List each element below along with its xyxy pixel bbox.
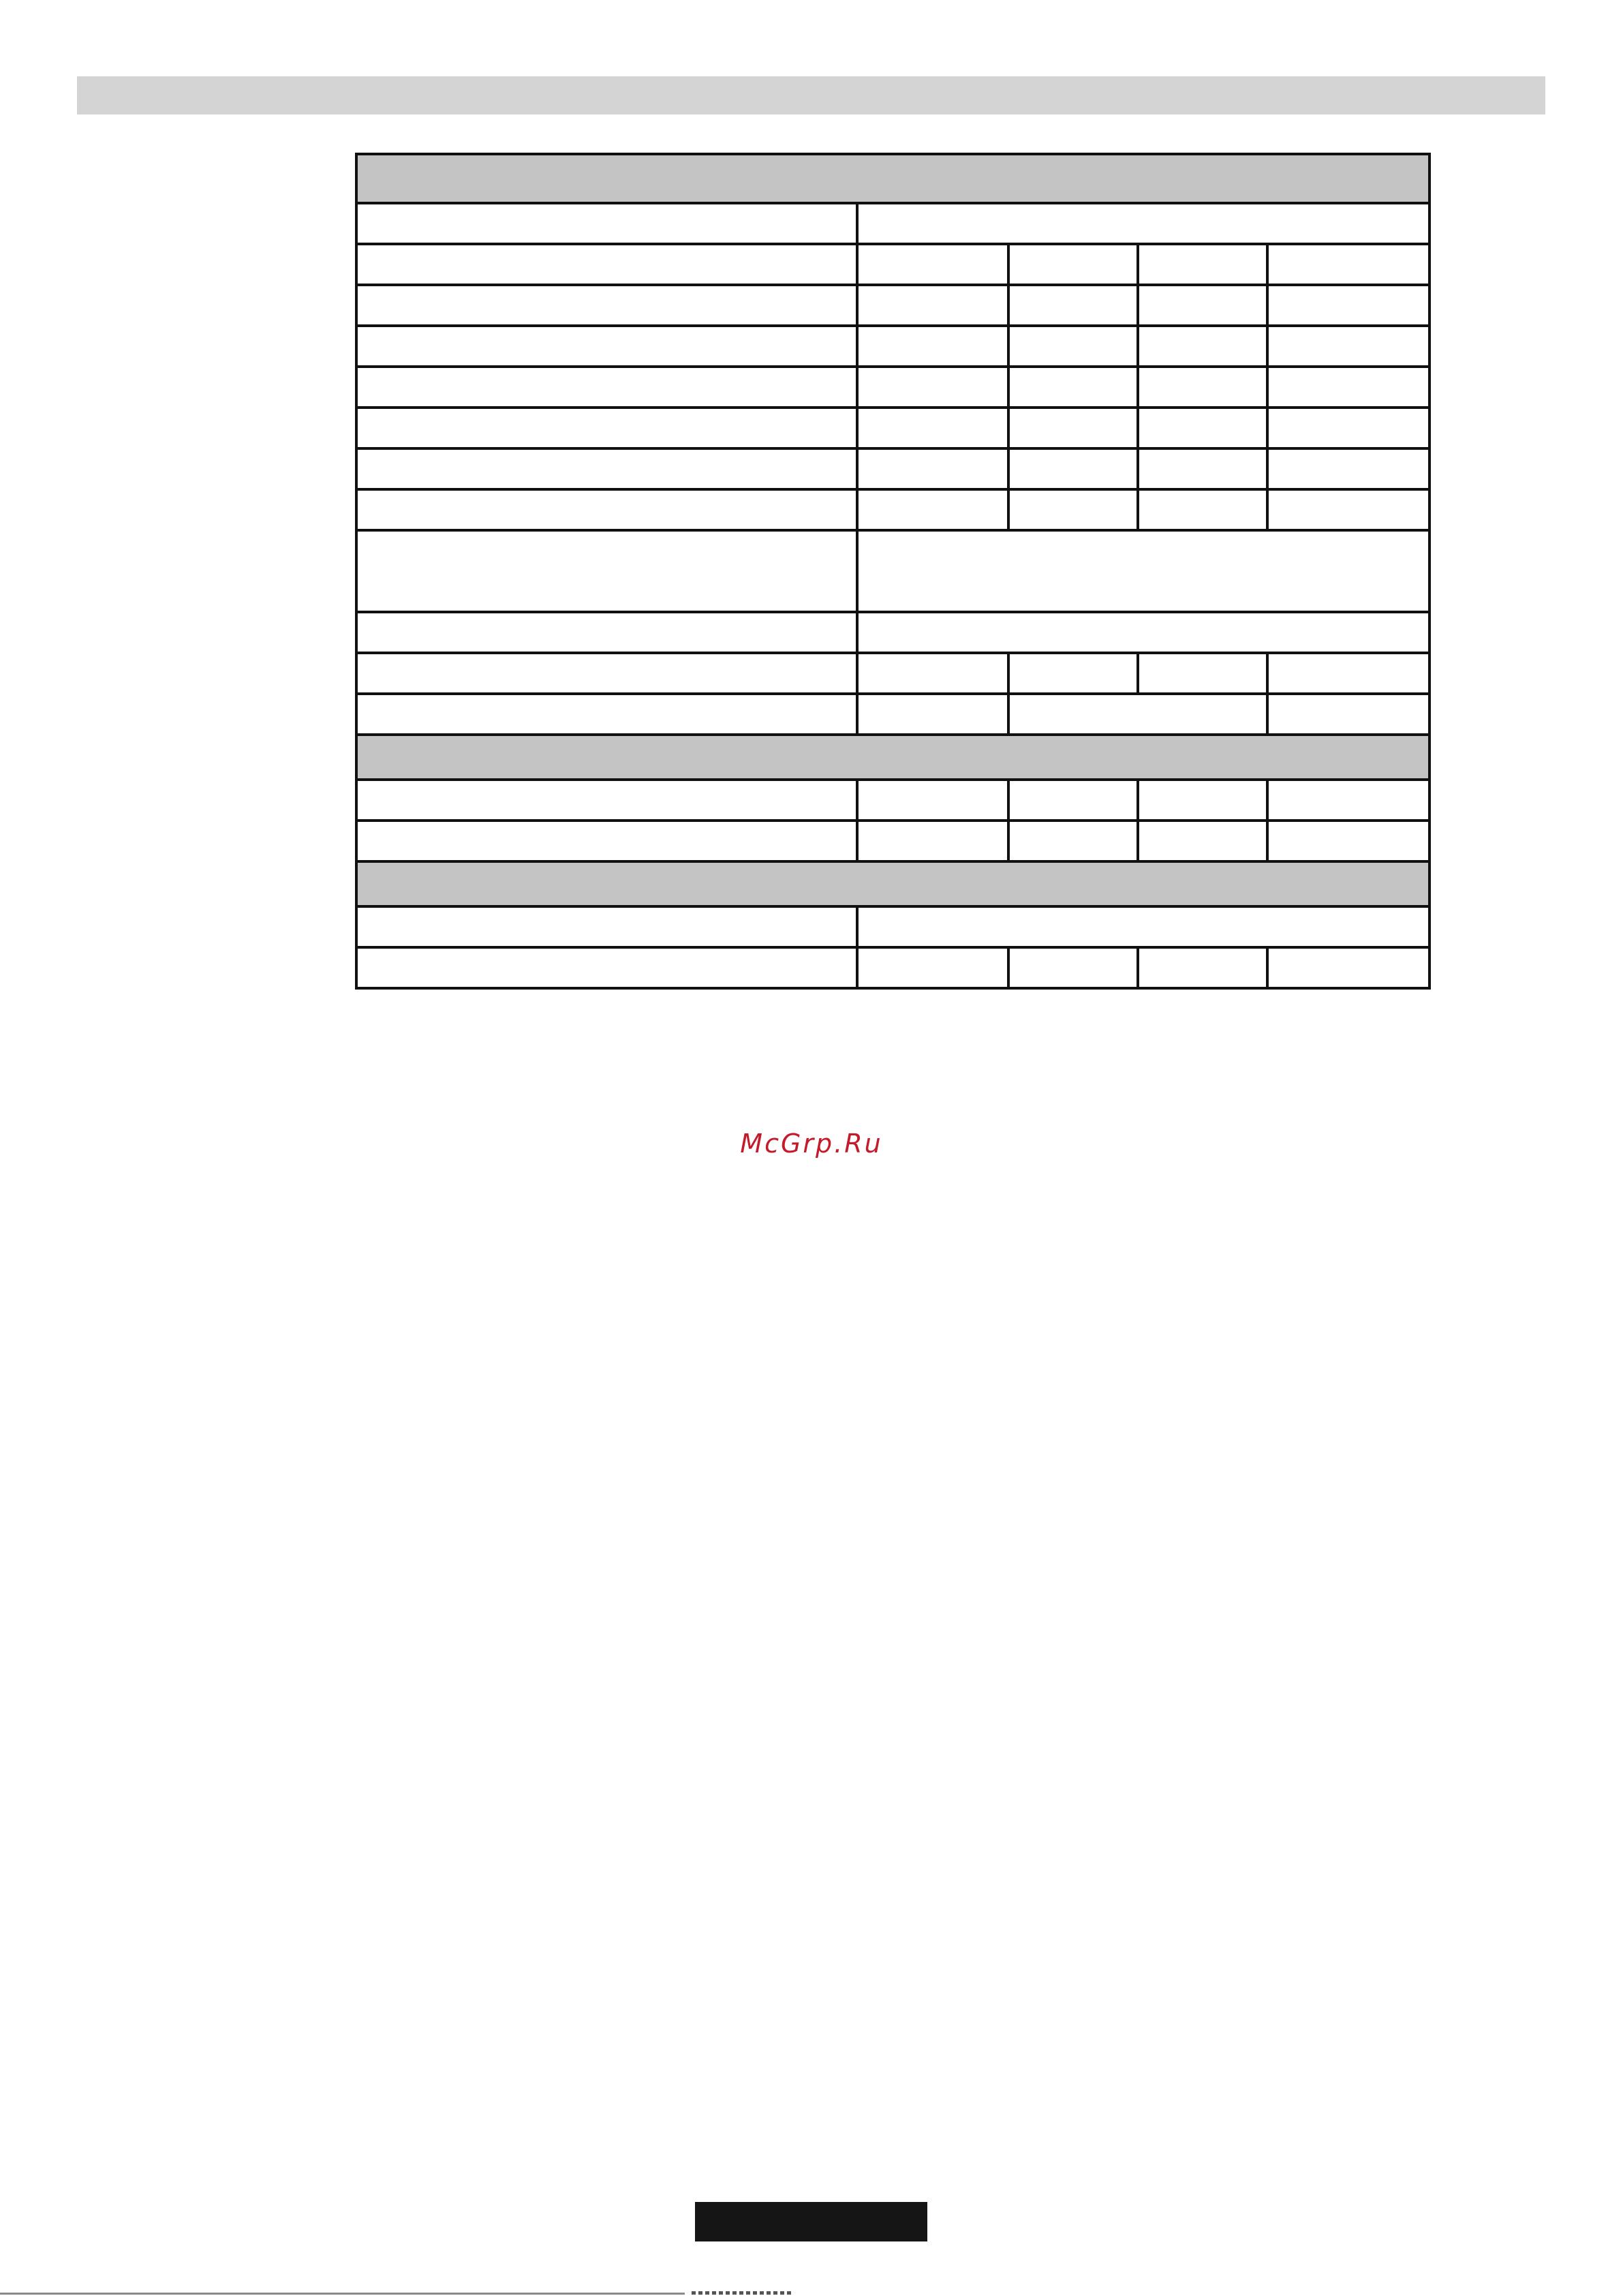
header-bar: [77, 76, 1545, 114]
value-cell: [1008, 448, 1138, 489]
value-cell: [1138, 780, 1267, 821]
row-label-cell: [356, 408, 857, 448]
section-header-cell: [356, 861, 1429, 906]
table-row: [356, 285, 1429, 326]
value-cell: [1267, 653, 1429, 694]
table-row: [356, 653, 1429, 694]
section-header-row: [356, 154, 1429, 203]
row-label-cell: [356, 244, 857, 285]
value-cell: [1138, 408, 1267, 448]
bottom-rule: [0, 2293, 685, 2295]
value-cell: [1008, 408, 1138, 448]
value-cell: [1138, 244, 1267, 285]
table-row: [356, 203, 1429, 244]
row-label-cell: [356, 653, 857, 694]
value-cell: [1267, 694, 1429, 735]
value-cell: [1008, 326, 1138, 367]
row-value-cell: [857, 530, 1429, 612]
row-label-cell: [356, 448, 857, 489]
table-row: [356, 612, 1429, 653]
value-cell: [1008, 489, 1138, 530]
value-cell: [857, 326, 1008, 367]
section-header-cell: [356, 735, 1429, 780]
table-row: [356, 780, 1429, 821]
row-label-cell: [356, 326, 857, 367]
row-value-cell: [857, 906, 1429, 947]
row-value-cell: [857, 203, 1429, 244]
row-label-cell: [356, 489, 857, 530]
row-label-cell: [356, 947, 857, 988]
value-cell: [1008, 367, 1138, 408]
bottom-registration-mark: [692, 2291, 794, 2295]
spec-table: [355, 153, 1431, 990]
value-cell: [857, 367, 1008, 408]
value-cell: [1267, 947, 1429, 988]
row-label-cell: [356, 780, 857, 821]
value-cell: [1008, 780, 1138, 821]
value-cell: [1008, 947, 1138, 988]
value-cell: [1138, 448, 1267, 489]
value-cell: [1008, 244, 1138, 285]
table-row: [356, 906, 1429, 947]
table-row: [356, 244, 1429, 285]
value-cell: [1138, 326, 1267, 367]
row-label-cell: [356, 694, 857, 735]
value-cell: [1138, 367, 1267, 408]
value-cell: [1138, 285, 1267, 326]
row-label-cell: [356, 203, 857, 244]
table-row: [356, 367, 1429, 408]
value-cell: [1008, 821, 1138, 861]
table-row: [356, 947, 1429, 988]
value-cell: [1267, 285, 1429, 326]
table-row: [356, 408, 1429, 448]
value-cell: [1267, 244, 1429, 285]
value-cell: [857, 285, 1008, 326]
row-label-cell: [356, 906, 857, 947]
row-value-cell: [857, 612, 1429, 653]
section-header-row: [356, 861, 1429, 906]
value-cell: [1267, 821, 1429, 861]
value-cell: [857, 489, 1008, 530]
value-cell: [1267, 367, 1429, 408]
row-label-cell: [356, 821, 857, 861]
watermark-text: McGrp.Ru: [740, 1129, 883, 1159]
value-cell: [857, 408, 1008, 448]
table-row: [356, 448, 1429, 489]
value-cell: [1267, 780, 1429, 821]
value-cell: [1267, 326, 1429, 367]
row-label-cell: [356, 612, 857, 653]
value-cell: [1138, 821, 1267, 861]
value-cell: [1267, 448, 1429, 489]
value-cell: [857, 780, 1008, 821]
page-number-tab: [695, 2202, 927, 2241]
value-cell: [857, 947, 1008, 988]
table-row: [356, 326, 1429, 367]
value-cell: [1267, 489, 1429, 530]
value-cell: [857, 653, 1008, 694]
value-cell: [857, 244, 1008, 285]
value-cell-merged: [1008, 694, 1267, 735]
value-cell: [1267, 408, 1429, 448]
row-label-cell: [356, 530, 857, 612]
value-cell: [857, 448, 1008, 489]
value-cell: [1008, 285, 1138, 326]
value-cell: [857, 821, 1008, 861]
table-row: [356, 530, 1429, 612]
value-cell: [1008, 653, 1138, 694]
table-row: [356, 489, 1429, 530]
row-label-cell: [356, 285, 857, 326]
section-header-cell: [356, 154, 1429, 203]
row-label-cell: [356, 367, 857, 408]
table-row: [356, 694, 1429, 735]
table-row: [356, 821, 1429, 861]
value-cell: [857, 694, 1008, 735]
value-cell: [1138, 947, 1267, 988]
section-header-row: [356, 735, 1429, 780]
value-cell: [1138, 489, 1267, 530]
value-cell: [1138, 653, 1267, 694]
